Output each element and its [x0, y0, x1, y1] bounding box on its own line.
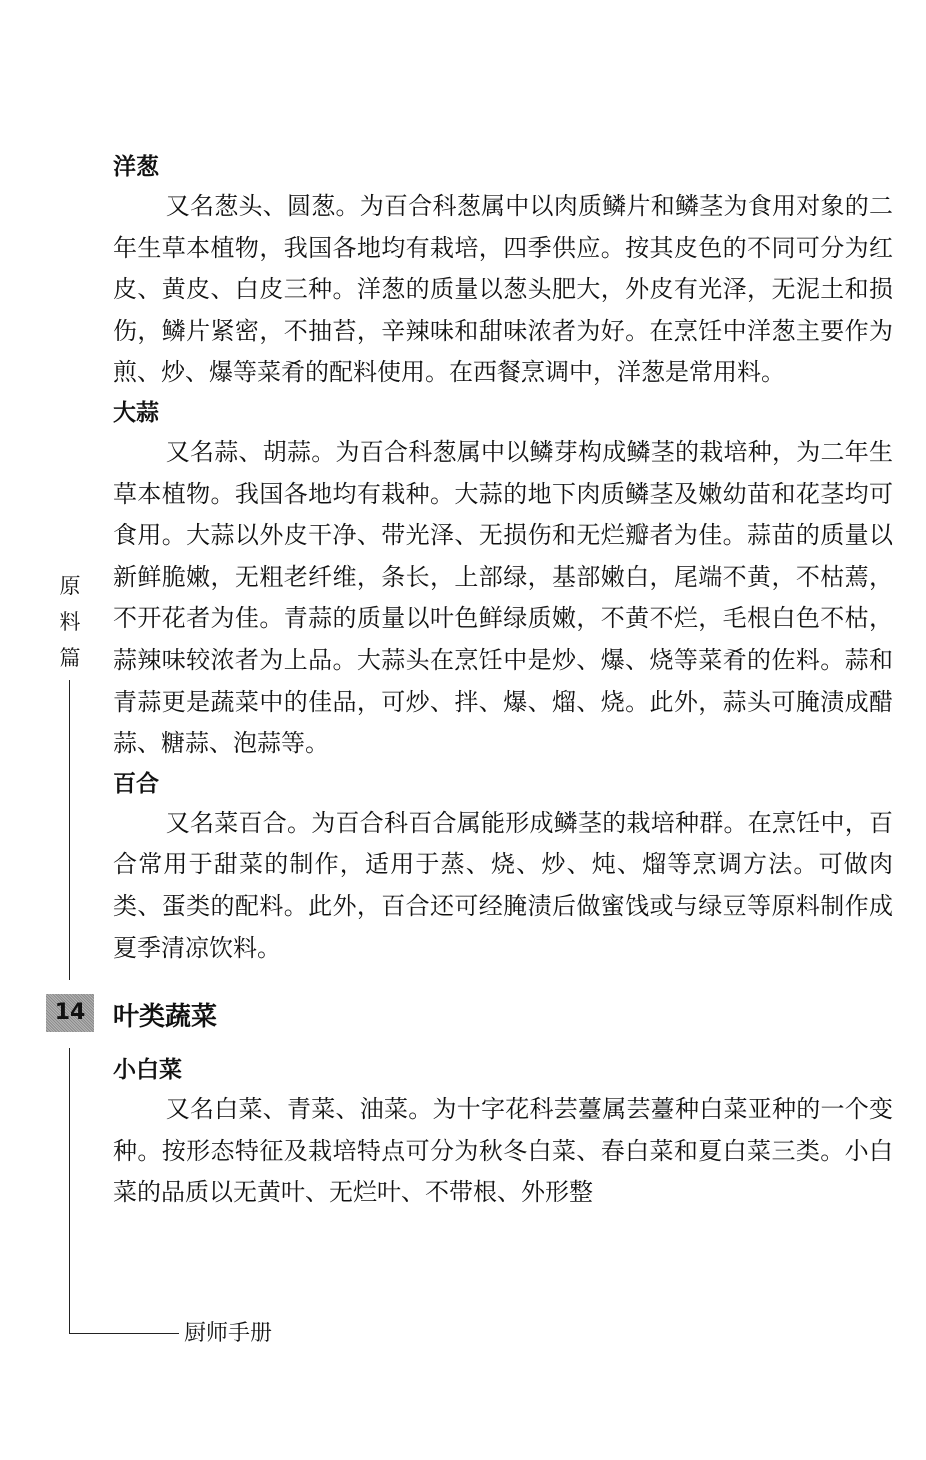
garlic-title: 大蒜	[113, 399, 159, 426]
side-label-char: 篇	[59, 646, 81, 670]
bok-choy-paragraph: 又名白菜、青菜、油菜。为十字花科芸薹属芸薹种白菜亚种的一个变种。按形态特征及栽培特点可分为秋冬白菜、春白菜和夏白菜三类。小白菜的品质以无黄叶、无烂叶、不带根、外形整	[113, 1095, 893, 1207]
leafy-vegetables-heading: 叶类蔬菜	[113, 1002, 218, 1033]
chapter-side-label	[56, 568, 84, 676]
side-label-char: 原	[59, 574, 81, 598]
page-content	[113, 148, 893, 1214]
footer-book-title: 厨师手册	[184, 1321, 273, 1346]
side-label-char: 料	[59, 610, 81, 634]
onion-title: 洋葱	[113, 154, 159, 180]
garlic-paragraph: 又名蒜、胡蒜。为百合科葱属中以鳞芽构成鳞茎的栽培种，为二年生草本植物。我国各地均有栽种。大蒜的地下肉质鳞茎及嫩幼苗和花茎均可食用。大蒜以外皮干净、带光泽、无损伤和无烂瓣者为佳。蒜苗的质量以新鲜脆嫩，无粗老纤维，条长，上部绿，基部嫩白，尾端不黄，不枯蔫，不开花者为佳。青蒜的质量以叶色鲜绿质嫩，不黄不烂，毛根白色不枯，蒜辣味较浓者为上品。大蒜头在烹饪中是炒、爆、烧等菜肴的佐料。蒜和青蒜更是蔬菜中的佳品，可炒、拌、爆、熘、烧。此外，蒜头可腌渍成醋蒜、糖蒜、泡蒜等。	[113, 437, 893, 758]
lily-paragraph: 又名菜百合。为百合科百合属能形成鳞茎的栽培种群。在烹饪中，百合常用于甜菜的制作，适用于蒸、烧、炒、炖、熘等烹调方法。可做肉类、蛋类的配料。此外，百合还可经腌渍后做蜜饯或与绿豆等原料制作成夏季清凉饮料。	[113, 808, 893, 962]
onion-paragraph: 又名葱头、圆葱。为百合科葱属中以肉质鳞片和鳞茎为食用对象的二年生草本植物，我国各地均有栽培，四季供应。按其皮色的不同可分为红皮、黄皮、白皮三种。洋葱的质量以葱头肥大，外皮有光泽，无泥土和损伤，鳞片紧密，不抽苔，辛辣味和甜味浓者为好。在烹饪中洋葱主要作为煎、炒、爆等菜肴的配料使用。在西餐烹调中，洋葱是常用料。	[113, 192, 893, 387]
margin-rule-lower	[69, 1048, 70, 1333]
bok-choy-title: 小白菜	[113, 1057, 182, 1084]
footer-rule	[69, 1333, 179, 1334]
lily-title: 百合	[113, 770, 159, 797]
margin-rule-upper	[69, 680, 70, 980]
page-number: 14	[46, 994, 94, 1032]
